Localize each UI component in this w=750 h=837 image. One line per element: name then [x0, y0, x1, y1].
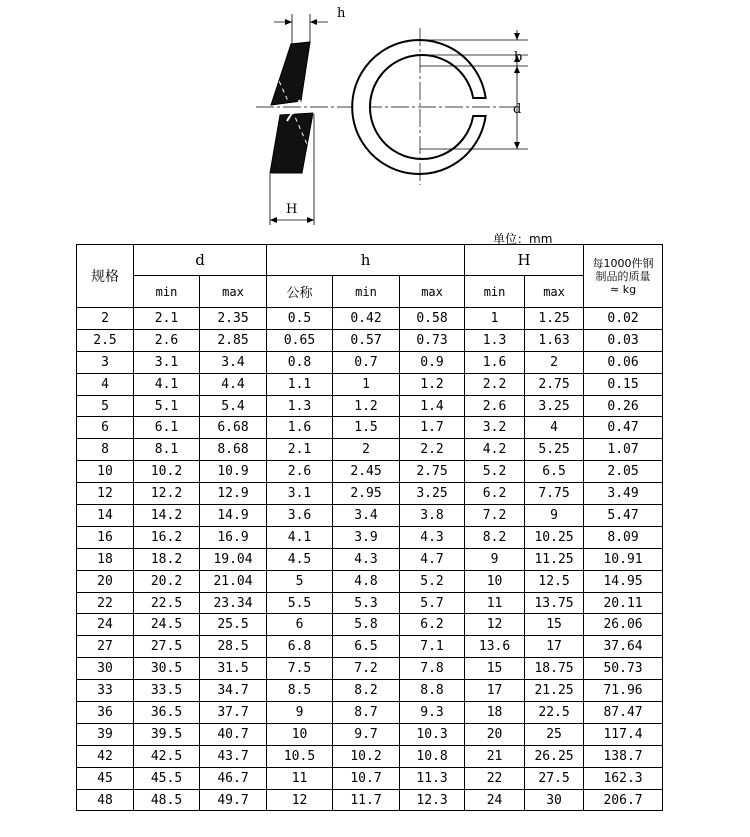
cell-d-min: 12.2 — [134, 483, 200, 505]
subheader-h-nominal: 公称 — [267, 276, 333, 308]
cell-h-min: 1 — [333, 373, 400, 395]
cell-h-nominal: 3.1 — [267, 483, 333, 505]
cell-H-min: 24 — [465, 789, 525, 811]
cell-d-max: 12.9 — [200, 483, 267, 505]
cell-spec: 27 — [77, 636, 134, 658]
cell-H-min: 21 — [465, 745, 525, 767]
cell-spec: 8 — [77, 439, 134, 461]
cell-mass: 0.47 — [584, 417, 663, 439]
cell-H-min: 9 — [465, 548, 525, 570]
table-row — [77, 789, 663, 811]
cell-H-max: 26.25 — [525, 745, 584, 767]
table-row — [77, 526, 663, 548]
cell-H-min: 22 — [465, 767, 525, 789]
cell-H-min: 6.2 — [465, 483, 525, 505]
cell-h-max: 0.9 — [400, 351, 465, 373]
subheader-H-min: min — [465, 276, 525, 308]
cell-d-max: 43.7 — [200, 745, 267, 767]
cell-h-max: 8.8 — [400, 680, 465, 702]
cell-d-max: 4.4 — [200, 373, 267, 395]
cell-spec: 16 — [77, 526, 134, 548]
cell-d-max: 40.7 — [200, 723, 267, 745]
cell-h-nominal: 7.5 — [267, 658, 333, 680]
header-mass-line1: 每1000件钢 — [592, 256, 654, 270]
cell-mass: 71.96 — [584, 680, 663, 702]
cell-H-max: 15 — [525, 614, 584, 636]
table-row — [77, 351, 663, 373]
cell-h-max: 1.2 — [400, 373, 465, 395]
header-H: H — [465, 245, 584, 276]
cell-h-nominal: 10.5 — [267, 745, 333, 767]
table-row — [77, 461, 663, 483]
cell-mass: 117.4 — [584, 723, 663, 745]
cell-d-max: 25.5 — [200, 614, 267, 636]
cell-h-nominal: 2.1 — [267, 439, 333, 461]
cell-spec: 12 — [77, 483, 134, 505]
cell-d-min: 27.5 — [134, 636, 200, 658]
cell-spec: 48 — [77, 789, 134, 811]
cell-spec: 39 — [77, 723, 134, 745]
cell-mass: 0.03 — [584, 329, 663, 351]
subheader-h-max: max — [400, 276, 465, 308]
cell-d-min: 33.5 — [134, 680, 200, 702]
cell-spec: 10 — [77, 461, 134, 483]
cell-spec: 2 — [77, 308, 134, 330]
cell-d-min: 16.2 — [134, 526, 200, 548]
cell-d-min: 36.5 — [134, 702, 200, 724]
table-row — [77, 636, 663, 658]
subheader-H-max: max — [525, 276, 584, 308]
table-row — [77, 483, 663, 505]
cell-mass: 5.47 — [584, 505, 663, 527]
cell-d-max: 37.7 — [200, 702, 267, 724]
cell-h-nominal: 9 — [267, 702, 333, 724]
cell-H-max: 18.75 — [525, 658, 584, 680]
table-row — [77, 329, 663, 351]
cell-spec: 24 — [77, 614, 134, 636]
cell-h-nominal: 5 — [267, 570, 333, 592]
cell-mass: 20.11 — [584, 592, 663, 614]
cell-h-max: 1.7 — [400, 417, 465, 439]
cell-H-max: 27.5 — [525, 767, 584, 789]
cell-h-nominal: 4.1 — [267, 526, 333, 548]
cell-h-max: 11.3 — [400, 767, 465, 789]
spring-washer-spec-table — [76, 244, 663, 811]
cell-h-nominal: 1.1 — [267, 373, 333, 395]
cell-d-max: 14.9 — [200, 505, 267, 527]
cell-h-min: 10.2 — [333, 745, 400, 767]
table-row — [77, 592, 663, 614]
cell-mass: 0.02 — [584, 308, 663, 330]
cell-mass: 50.73 — [584, 658, 663, 680]
cell-h-min: 10.7 — [333, 767, 400, 789]
cell-H-max: 25 — [525, 723, 584, 745]
cell-H-max: 2.75 — [525, 373, 584, 395]
label-b: b — [514, 50, 523, 65]
label-h-top: h — [337, 6, 346, 21]
cell-H-min: 17 — [465, 680, 525, 702]
cell-mass: 206.7 — [584, 789, 663, 811]
cell-d-max: 31.5 — [200, 658, 267, 680]
cell-spec: 36 — [77, 702, 134, 724]
cell-d-max: 5.4 — [200, 395, 267, 417]
header-d: d — [134, 245, 267, 276]
cell-h-max: 1.4 — [400, 395, 465, 417]
cell-d-max: 28.5 — [200, 636, 267, 658]
cell-H-min: 13.6 — [465, 636, 525, 658]
cell-h-max: 2.75 — [400, 461, 465, 483]
cell-H-max: 6.5 — [525, 461, 584, 483]
header-mass-line2: 制品的质量 — [595, 269, 651, 283]
cell-h-nominal: 11 — [267, 767, 333, 789]
cell-spec: 33 — [77, 680, 134, 702]
table-row — [77, 723, 663, 745]
cell-h-max: 6.2 — [400, 614, 465, 636]
cell-h-max: 10.8 — [400, 745, 465, 767]
cell-h-min: 5.3 — [333, 592, 400, 614]
cell-H-max: 5.25 — [525, 439, 584, 461]
cell-h-max: 0.58 — [400, 308, 465, 330]
cell-d-min: 4.1 — [134, 373, 200, 395]
cell-H-min: 4.2 — [465, 439, 525, 461]
cell-h-nominal: 8.5 — [267, 680, 333, 702]
cell-spec: 6 — [77, 417, 134, 439]
cell-H-max: 9 — [525, 505, 584, 527]
cell-mass: 26.06 — [584, 614, 663, 636]
cell-spec: 4 — [77, 373, 134, 395]
cell-h-max: 9.3 — [400, 702, 465, 724]
cell-spec: 45 — [77, 767, 134, 789]
table-row — [77, 680, 663, 702]
label-H-bottom: H — [286, 202, 298, 217]
cell-d-max: 16.9 — [200, 526, 267, 548]
cell-spec: 5 — [77, 395, 134, 417]
subheader-h-min: min — [333, 276, 400, 308]
cell-h-nominal: 6 — [267, 614, 333, 636]
cell-H-min: 8.2 — [465, 526, 525, 548]
cell-H-max: 17 — [525, 636, 584, 658]
cell-mass: 87.47 — [584, 702, 663, 724]
table-row — [77, 548, 663, 570]
cell-h-max: 7.8 — [400, 658, 465, 680]
cell-spec: 22 — [77, 592, 134, 614]
cell-h-min: 2.45 — [333, 461, 400, 483]
cell-d-min: 45.5 — [134, 767, 200, 789]
cell-d-min: 30.5 — [134, 658, 200, 680]
table-row — [77, 570, 663, 592]
cell-d-min: 8.1 — [134, 439, 200, 461]
subheader-d-max: max — [200, 276, 267, 308]
cell-H-min: 18 — [465, 702, 525, 724]
cell-d-min: 39.5 — [134, 723, 200, 745]
cell-h-max: 7.1 — [400, 636, 465, 658]
cell-h-min: 5.8 — [333, 614, 400, 636]
cell-h-nominal: 0.8 — [267, 351, 333, 373]
cell-H-max: 12.5 — [525, 570, 584, 592]
cell-d-max: 21.04 — [200, 570, 267, 592]
cell-H-min: 15 — [465, 658, 525, 680]
table-row — [77, 439, 663, 461]
cell-h-max: 4.7 — [400, 548, 465, 570]
cell-h-min: 1.2 — [333, 395, 400, 417]
cell-d-max: 2.85 — [200, 329, 267, 351]
cell-mass: 3.49 — [584, 483, 663, 505]
cell-H-min: 20 — [465, 723, 525, 745]
table-row — [77, 614, 663, 636]
header-spec: 规格 — [77, 245, 134, 308]
cell-d-min: 20.2 — [134, 570, 200, 592]
table-row — [77, 702, 663, 724]
cell-H-max: 7.75 — [525, 483, 584, 505]
cell-d-min: 3.1 — [134, 351, 200, 373]
cell-d-min: 18.2 — [134, 548, 200, 570]
cell-spec: 30 — [77, 658, 134, 680]
cell-h-nominal: 1.3 — [267, 395, 333, 417]
cell-h-max: 3.25 — [400, 483, 465, 505]
cell-spec: 18 — [77, 548, 134, 570]
cell-H-min: 10 — [465, 570, 525, 592]
cell-mass: 8.09 — [584, 526, 663, 548]
cell-H-max: 11.25 — [525, 548, 584, 570]
table-row — [77, 395, 663, 417]
cell-H-max: 4 — [525, 417, 584, 439]
cell-h-max: 3.8 — [400, 505, 465, 527]
cell-h-min: 7.2 — [333, 658, 400, 680]
cell-h-nominal: 6.8 — [267, 636, 333, 658]
cell-h-nominal: 2.6 — [267, 461, 333, 483]
cell-h-min: 8.7 — [333, 702, 400, 724]
cell-h-min: 0.42 — [333, 308, 400, 330]
cell-d-min: 48.5 — [134, 789, 200, 811]
table-body — [77, 308, 663, 811]
cell-H-max: 21.25 — [525, 680, 584, 702]
cell-d-min: 14.2 — [134, 505, 200, 527]
cell-H-min: 11 — [465, 592, 525, 614]
cell-d-max: 19.04 — [200, 548, 267, 570]
cell-mass: 2.05 — [584, 461, 663, 483]
table-row — [77, 767, 663, 789]
cell-h-max: 12.3 — [400, 789, 465, 811]
cell-H-max: 1.63 — [525, 329, 584, 351]
table-row — [77, 658, 663, 680]
cell-h-min: 3.9 — [333, 526, 400, 548]
cell-H-min: 2.2 — [465, 373, 525, 395]
cell-H-min: 7.2 — [465, 505, 525, 527]
cell-d-min: 6.1 — [134, 417, 200, 439]
header-mass — [584, 245, 663, 308]
cell-h-min: 3.4 — [333, 505, 400, 527]
cell-d-min: 2.1 — [134, 308, 200, 330]
cell-H-max: 13.75 — [525, 592, 584, 614]
table-row — [77, 505, 663, 527]
cell-H-min: 3.2 — [465, 417, 525, 439]
cell-h-max: 5.7 — [400, 592, 465, 614]
cell-d-min: 10.2 — [134, 461, 200, 483]
cell-h-min: 2 — [333, 439, 400, 461]
washer-side-top — [271, 42, 310, 105]
table-row — [77, 745, 663, 767]
cell-h-max: 0.73 — [400, 329, 465, 351]
cell-h-min: 8.2 — [333, 680, 400, 702]
cell-h-max: 4.3 — [400, 526, 465, 548]
cell-d-max: 3.4 — [200, 351, 267, 373]
cell-H-min: 12 — [465, 614, 525, 636]
cell-d-max: 34.7 — [200, 680, 267, 702]
cell-H-min: 1.3 — [465, 329, 525, 351]
cell-h-nominal: 10 — [267, 723, 333, 745]
cell-d-max: 46.7 — [200, 767, 267, 789]
cell-h-min: 0.57 — [333, 329, 400, 351]
cell-h-nominal: 0.65 — [267, 329, 333, 351]
cell-H-max: 30 — [525, 789, 584, 811]
cell-h-nominal: 12 — [267, 789, 333, 811]
cell-d-max: 49.7 — [200, 789, 267, 811]
cell-h-max: 5.2 — [400, 570, 465, 592]
subheader-d-min: min — [134, 276, 200, 308]
cell-spec: 20 — [77, 570, 134, 592]
cell-mass: 162.3 — [584, 767, 663, 789]
cell-mass: 0.06 — [584, 351, 663, 373]
cell-mass: 0.26 — [584, 395, 663, 417]
cell-h-min: 4.3 — [333, 548, 400, 570]
cell-mass: 14.95 — [584, 570, 663, 592]
cell-d-min: 42.5 — [134, 745, 200, 767]
cell-d-min: 24.5 — [134, 614, 200, 636]
cell-d-min: 2.6 — [134, 329, 200, 351]
cell-mass: 0.15 — [584, 373, 663, 395]
cell-H-min: 2.6 — [465, 395, 525, 417]
table-row — [77, 373, 663, 395]
cell-h-max: 2.2 — [400, 439, 465, 461]
cell-h-min: 6.5 — [333, 636, 400, 658]
label-d: d — [513, 102, 522, 117]
cell-mass: 138.7 — [584, 745, 663, 767]
header-h: h — [267, 245, 465, 276]
cell-d-max: 23.34 — [200, 592, 267, 614]
cell-mass: 10.91 — [584, 548, 663, 570]
cell-spec: 2.5 — [77, 329, 134, 351]
cell-h-nominal: 4.5 — [267, 548, 333, 570]
cell-H-max: 1.25 — [525, 308, 584, 330]
cell-h-max: 10.3 — [400, 723, 465, 745]
cell-h-min: 4.8 — [333, 570, 400, 592]
cell-H-min: 1 — [465, 308, 525, 330]
cell-H-max: 22.5 — [525, 702, 584, 724]
cell-H-max: 10.25 — [525, 526, 584, 548]
cell-h-min: 1.5 — [333, 417, 400, 439]
unit-note: 单位：mm — [493, 232, 553, 246]
cell-h-nominal: 0.5 — [267, 308, 333, 330]
cell-d-min: 5.1 — [134, 395, 200, 417]
cell-h-min: 2.95 — [333, 483, 400, 505]
cell-mass: 37.64 — [584, 636, 663, 658]
cell-h-min: 0.7 — [333, 351, 400, 373]
cell-d-max: 2.35 — [200, 308, 267, 330]
cell-H-min: 5.2 — [465, 461, 525, 483]
cell-h-min: 9.7 — [333, 723, 400, 745]
cell-spec: 42 — [77, 745, 134, 767]
table-header — [77, 245, 663, 308]
table-row — [77, 308, 663, 330]
cell-h-nominal: 5.5 — [267, 592, 333, 614]
washer-drawing — [0, 0, 750, 240]
cell-H-max: 2 — [525, 351, 584, 373]
cell-spec: 14 — [77, 505, 134, 527]
cell-d-max: 6.68 — [200, 417, 267, 439]
cell-H-min: 1.6 — [465, 351, 525, 373]
cell-h-nominal: 1.6 — [267, 417, 333, 439]
header-mass-line3: ≈ kg — [610, 282, 637, 296]
cell-mass: 1.07 — [584, 439, 663, 461]
cell-H-max: 3.25 — [525, 395, 584, 417]
cell-d-min: 22.5 — [134, 592, 200, 614]
table-row — [77, 417, 663, 439]
cell-d-max: 10.9 — [200, 461, 267, 483]
cell-spec: 3 — [77, 351, 134, 373]
cell-h-nominal: 3.6 — [267, 505, 333, 527]
cell-h-min: 11.7 — [333, 789, 400, 811]
cell-d-max: 8.68 — [200, 439, 267, 461]
